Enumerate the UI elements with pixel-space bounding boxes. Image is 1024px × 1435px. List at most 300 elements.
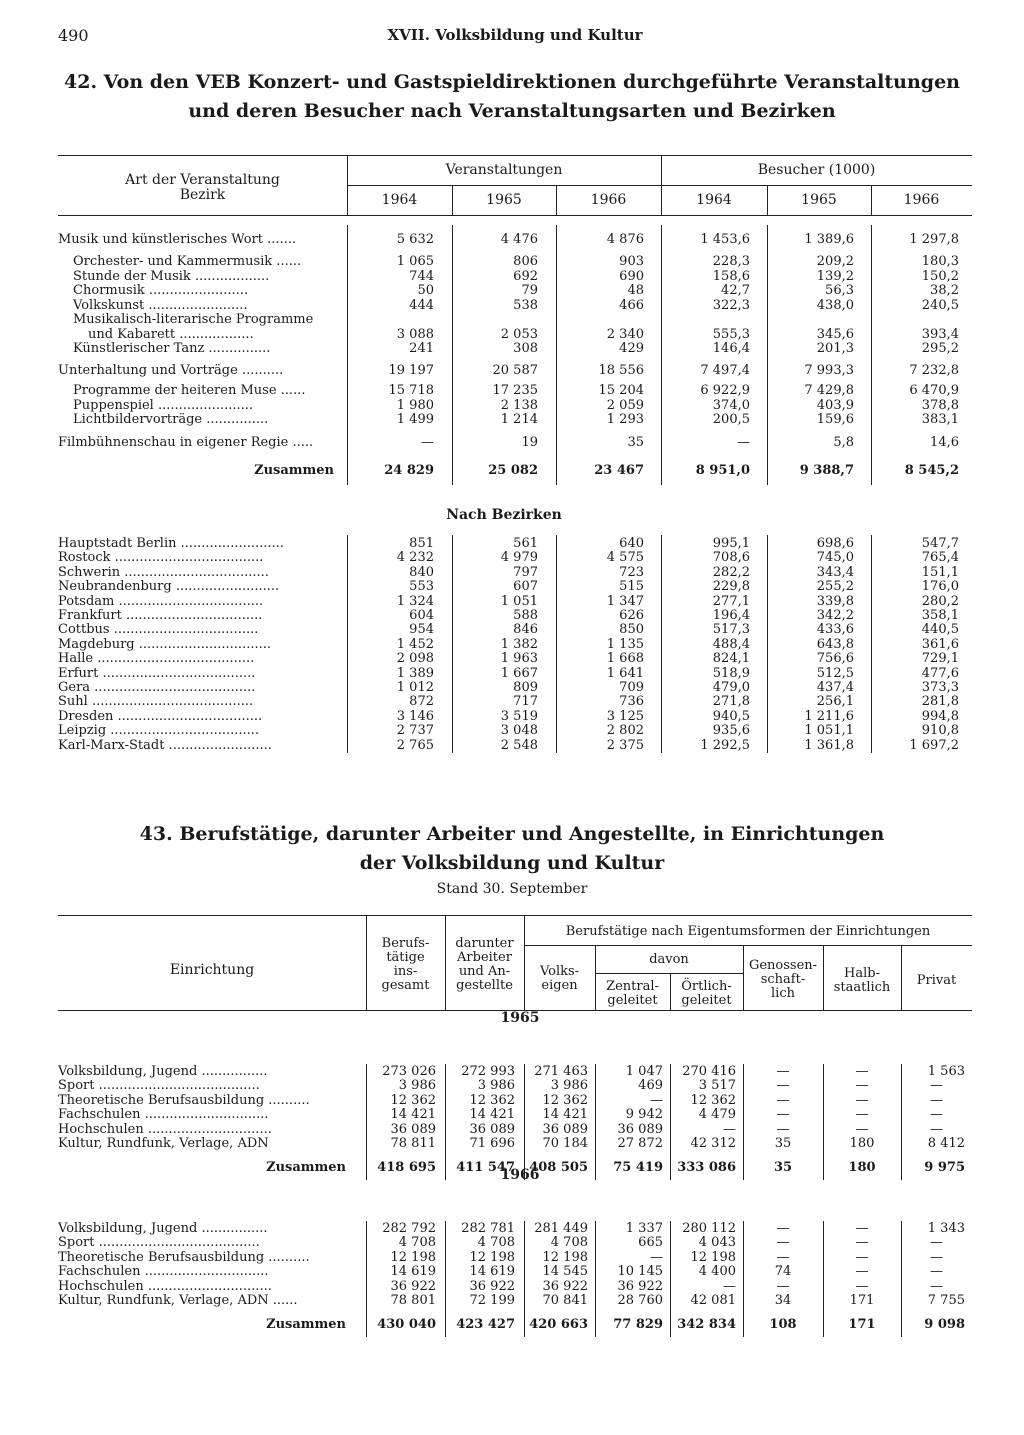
cell-value: —: [723, 1278, 736, 1294]
cell-value: 12 198: [469, 1249, 515, 1265]
row-label: Gera .......................................: [58, 681, 256, 695]
cell-value: 4 400: [698, 1264, 736, 1280]
cell-value: 180,3: [921, 254, 959, 269]
cell-value: 345,6: [816, 326, 854, 342]
cell-value: 3 088: [396, 326, 434, 342]
row-label: Halle ......................................: [58, 652, 255, 667]
cell-value: 3 986: [550, 1078, 588, 1094]
district-row: [58, 537, 972, 552]
cell-value: 7 497,4: [700, 363, 750, 378]
district-row: [58, 681, 972, 696]
header-line: gesamt: [381, 978, 430, 993]
cell-value: —: [930, 1092, 943, 1108]
cell-value: 282 781: [461, 1221, 515, 1236]
table-row: [58, 436, 972, 451]
cell-value: 1 452: [396, 636, 434, 652]
cell-value: 196,4: [712, 608, 750, 623]
cell-value: —: [723, 1121, 736, 1137]
header-line: Halb-: [844, 966, 880, 981]
cell-value: 12 362: [542, 1092, 588, 1108]
cell-value: 736: [619, 694, 644, 710]
header-line: und An-: [458, 964, 511, 979]
cell-value: 271,8: [712, 694, 750, 710]
table-row: [58, 413, 972, 428]
cell-value: 466: [619, 297, 644, 313]
cell-value: 295,2: [921, 341, 959, 356]
row-label: Karl-Marx-Stadt .........................: [58, 738, 272, 753]
cell-value: 255,2: [816, 579, 854, 595]
district-row: [58, 638, 972, 653]
cell-value: 588: [513, 608, 538, 623]
cell-value: 2 059: [606, 397, 644, 413]
cell-value: —: [650, 1092, 663, 1108]
cell-value: 604: [409, 608, 434, 623]
row-label: Unterhaltung und Vorträge ..........: [58, 364, 284, 378]
cell-value: 418 695: [377, 1160, 436, 1176]
cell-value: 151,1: [921, 564, 959, 580]
cell-value: —: [855, 1121, 869, 1137]
cell-value: 42,7: [721, 283, 750, 298]
cell-value: —: [855, 1064, 869, 1079]
cell-value: 36 922: [390, 1278, 436, 1294]
cell-value: 4 575: [606, 550, 644, 566]
cell-value: 1 012: [396, 680, 434, 695]
cell-value: 3 146: [396, 708, 434, 724]
row-label: Zusammen: [266, 1317, 346, 1333]
cell-value: 756,6: [816, 651, 854, 667]
cell-value: 1 297,8: [909, 232, 959, 247]
cell-value: 180: [848, 1160, 876, 1176]
table43-title-line1: 43. Berufstätige, darunter Arbeiter und Angestellte, in Einrichtungen: [139, 823, 885, 845]
cell-value: 14 545: [542, 1264, 588, 1280]
cell-value: 19: [521, 435, 538, 450]
cell-value: 469: [638, 1078, 663, 1094]
row-label: Zusammen: [266, 1160, 346, 1176]
cell-value: 433,6: [816, 622, 854, 638]
cell-value: 79: [521, 283, 538, 298]
row-label: Frankfurt .................................: [58, 609, 263, 623]
header-line: lich: [771, 986, 795, 1001]
table-row: [58, 1294, 972, 1309]
cell-value: 72 199: [469, 1293, 515, 1308]
col-header-halbstaatlich: [823, 967, 901, 995]
year-header: 1966: [903, 192, 940, 208]
cell-value: 723: [619, 564, 644, 580]
cell-value: 692: [513, 268, 538, 284]
table43-subtitle: Stand 30. September: [436, 881, 588, 897]
cell-value: 797: [513, 564, 538, 580]
cell-value: 4 708: [550, 1235, 588, 1251]
cell-value: 2 802: [606, 723, 644, 739]
cell-value: 1 563: [927, 1064, 965, 1079]
district-row: [58, 595, 972, 610]
cell-value: 146,4: [712, 341, 750, 356]
cell-value: 150,2: [921, 268, 959, 284]
cell-value: 994,8: [921, 708, 959, 724]
cell-value: 36 089: [469, 1121, 515, 1137]
cell-value: —: [776, 1249, 790, 1265]
cell-value: 108: [769, 1317, 797, 1333]
cell-value: 180: [849, 1136, 875, 1151]
cell-value: 515: [619, 579, 644, 595]
cell-value: 10 145: [617, 1264, 663, 1280]
cell-value: 3 519: [500, 708, 538, 724]
cell-value: 411 547: [456, 1160, 515, 1176]
cell-value: 343,4: [816, 564, 854, 580]
header-line: darunter: [455, 936, 514, 951]
cell-value: 14 421: [390, 1107, 436, 1123]
district-row: [58, 710, 972, 725]
cell-value: 1 135: [606, 636, 644, 652]
cell-value: —: [930, 1278, 943, 1294]
cell-value: 7 755: [927, 1293, 965, 1308]
cell-value: 70 184: [542, 1136, 588, 1151]
cell-value: 7 429,8: [804, 383, 854, 398]
cell-value: —: [737, 435, 750, 450]
header-line: gestellte: [456, 978, 513, 993]
cell-value: 9 975: [924, 1160, 965, 1176]
cell-value: 954: [409, 622, 434, 638]
header-line: Volks-: [539, 964, 580, 979]
row-label: Programme der heiteren Muse ......: [73, 384, 306, 398]
cell-value: 698,6: [816, 536, 854, 551]
cell-value: —: [930, 1078, 943, 1094]
group-header-visitors: Besucher (1000): [757, 162, 876, 178]
cell-value: 358,1: [921, 608, 959, 623]
cell-value: 374,0: [712, 397, 750, 413]
cell-value: 1 293: [606, 412, 644, 427]
header-line: Berufs-: [381, 936, 430, 951]
table-row: [58, 384, 972, 399]
cell-value: —: [776, 1221, 790, 1236]
cell-value: 935,6: [712, 723, 750, 739]
table42-title-line1: 42. Von den VEB Konzert- und Gastspieldirektionen durchgeführte Veranstaltungen: [64, 71, 960, 93]
stub-header-line1: Art der Veranstaltung: [125, 172, 280, 188]
cell-value: 8 545,2: [904, 463, 959, 478]
cell-value: 4 876: [606, 232, 644, 247]
row-label: Volkskunst ........................: [73, 298, 248, 313]
district-row: [58, 566, 972, 581]
district-row: [58, 695, 972, 710]
table-row: [58, 1108, 972, 1123]
cell-value: —: [776, 1121, 790, 1137]
cell-value: —: [776, 1092, 790, 1108]
table-row: [58, 328, 972, 343]
cell-value: 1 214: [500, 412, 538, 427]
cell-value: 56,3: [825, 283, 854, 298]
cell-value: 36 922: [617, 1278, 663, 1294]
cell-value: 1 292,5: [700, 737, 750, 753]
cell-value: —: [855, 1278, 869, 1294]
cell-value: 1 668: [606, 651, 644, 667]
table-row: [58, 1280, 972, 1295]
cell-value: 547,7: [921, 536, 959, 551]
col-header-zentral: [595, 980, 670, 1008]
cell-value: 36 922: [469, 1278, 515, 1294]
cell-value: 282 792: [382, 1221, 436, 1236]
district-row: [58, 623, 972, 638]
cell-value: 1 347: [606, 593, 644, 609]
cell-value: 1 324: [396, 593, 434, 609]
stub-header: Einrichtung: [169, 962, 255, 978]
cell-value: 1 051,1: [804, 723, 854, 739]
cell-value: 281 449: [534, 1221, 588, 1236]
cell-value: 393,4: [921, 326, 959, 342]
cell-value: 5,8: [833, 435, 854, 450]
cell-value: 14,6: [930, 435, 959, 450]
cell-value: 4 476: [500, 232, 538, 247]
cell-value: 429: [619, 341, 644, 356]
row-label: Musikalisch-literarische Programme: [73, 313, 314, 327]
table-row: [58, 399, 972, 414]
header-line: Zentral-: [606, 979, 659, 994]
cell-value: 708,6: [712, 550, 750, 566]
cell-value: 809: [513, 680, 538, 695]
header-line: ins-: [393, 964, 418, 979]
row-label: Hochschulen ..............................: [58, 1122, 272, 1137]
section-label-districts: Nach Bezirken: [446, 507, 562, 523]
page-number: 490: [58, 26, 89, 45]
cell-value: 342 834: [677, 1317, 736, 1333]
cell-value: 139,2: [816, 268, 854, 284]
table42: [58, 155, 972, 755]
cell-value: —: [776, 1107, 790, 1123]
row-label: Magdeburg ................................: [58, 637, 271, 652]
cell-value: —: [776, 1278, 790, 1294]
header-line: schaft-: [760, 972, 806, 987]
row-label: Fachschulen ..............................: [58, 1265, 269, 1280]
cell-value: —: [855, 1235, 869, 1251]
cell-value: 3 517: [698, 1078, 736, 1094]
group-header-ownership: Berufstätige nach Eigentumsformen der Einrichtungen: [565, 924, 931, 939]
cell-value: 607: [513, 579, 538, 595]
cell-value: 6 470,9: [909, 383, 959, 398]
cell-value: —: [855, 1264, 869, 1280]
cell-value: 271 463: [534, 1064, 588, 1079]
cell-value: 270 416: [682, 1064, 736, 1079]
cell-value: 744: [409, 268, 434, 284]
cell-value: 272 993: [461, 1064, 515, 1079]
cell-value: 342,2: [816, 608, 854, 623]
table-row: [58, 313, 972, 328]
cell-value: 171: [848, 1317, 876, 1333]
cell-value: —: [930, 1235, 943, 1251]
cell-value: 71 696: [469, 1136, 515, 1151]
cell-value: 403,9: [816, 397, 854, 413]
cell-value: 7 232,8: [909, 363, 959, 378]
davon-label: davon: [649, 952, 689, 967]
cell-value: —: [930, 1107, 943, 1123]
cell-value: 903: [619, 254, 644, 269]
cell-value: 3 048: [500, 723, 538, 739]
cell-value: 78 801: [390, 1293, 436, 1308]
cell-value: 640: [619, 536, 644, 551]
cell-value: 14 421: [542, 1107, 588, 1123]
cell-value: 209,2: [816, 254, 854, 269]
cell-value: 25 082: [488, 463, 538, 478]
row-label: Leipzig ....................................: [58, 724, 260, 739]
cell-value: 1 337: [625, 1221, 663, 1236]
row-label: Potsdam ...................................: [58, 594, 264, 609]
col-header-genossen: [743, 959, 823, 1001]
cell-value: 378,8: [921, 397, 959, 413]
cell-value: 430 040: [377, 1317, 436, 1333]
row-label: Filmbühnenschau in eigener Regie .....: [58, 436, 314, 450]
table43-title-line2: der Volksbildung und Kultur: [359, 852, 665, 874]
cell-value: 14 619: [390, 1264, 436, 1280]
cell-value: 36 089: [390, 1121, 436, 1137]
district-row: [58, 667, 972, 682]
cell-value: 477,6: [921, 665, 959, 681]
cell-value: 75 419: [613, 1160, 663, 1176]
cell-value: 729,1: [921, 651, 959, 667]
cell-value: 256,1: [816, 694, 854, 710]
cell-value: 420 663: [529, 1317, 588, 1333]
table-row: [58, 1265, 972, 1280]
cell-value: 488,4: [712, 636, 750, 652]
cell-value: 4 479: [698, 1107, 736, 1123]
row-label: Erfurt .....................................: [58, 666, 256, 681]
cell-value: 24 829: [384, 463, 434, 478]
cell-value: 200,5: [712, 412, 750, 427]
table43: [58, 915, 972, 1355]
cell-value: 553: [409, 579, 434, 595]
table-row: [58, 284, 972, 299]
year-header: 1966: [590, 192, 627, 208]
cell-value: 171: [849, 1293, 875, 1308]
cell-value: 1 980: [396, 397, 434, 413]
cell-value: 1 499: [396, 412, 434, 427]
header-line: geleitet: [681, 993, 732, 1008]
year-header: 1964: [696, 192, 732, 208]
cell-value: —: [776, 1064, 790, 1079]
row-label: und Kabarett ..................: [88, 327, 254, 342]
cell-value: 518,9: [712, 665, 750, 681]
cell-value: 850: [619, 622, 644, 638]
cell-value: 17 235: [492, 383, 538, 398]
cell-value: 36 089: [617, 1121, 663, 1137]
row-label: Künstlerischer Tanz ...............: [73, 342, 271, 356]
cell-value: 517,3: [712, 622, 750, 638]
cell-value: —: [930, 1264, 943, 1280]
cell-value: 643,8: [816, 636, 854, 652]
cell-value: 940,5: [712, 708, 750, 724]
cell-value: 9 098: [924, 1317, 965, 1333]
cell-value: 3 986: [398, 1078, 436, 1094]
cell-value: 5 632: [396, 232, 434, 247]
row-label: Rostock ....................................: [58, 551, 264, 566]
district-row: [58, 609, 972, 624]
cell-value: 824,1: [712, 651, 750, 667]
cell-value: 1 963: [500, 651, 538, 667]
cell-value: 408 505: [529, 1160, 588, 1176]
cell-value: 1 382: [500, 636, 538, 652]
cell-value: 1 051: [500, 593, 538, 609]
cell-value: 74: [774, 1264, 792, 1280]
cell-value: 1 453,6: [700, 232, 750, 247]
cell-value: 361,6: [921, 636, 959, 652]
row-label: Theoretische Berufsausbildung ..........: [58, 1250, 310, 1265]
cell-value: 1 667: [500, 665, 538, 681]
row-label: Sport .......................................: [58, 1236, 260, 1251]
cell-value: 50: [417, 283, 434, 298]
row-label: Fachschulen ..............................: [58, 1108, 269, 1123]
district-row: [58, 652, 972, 667]
cell-value: 2 340: [606, 326, 644, 342]
cell-value: 7 993,3: [804, 363, 854, 378]
table43-davon-rule: [595, 973, 743, 974]
cell-value: 538: [513, 297, 538, 313]
cell-value: 626: [619, 608, 644, 623]
cell-value: 36 089: [542, 1121, 588, 1137]
cell-value: 444: [409, 297, 434, 313]
cell-value: 38,2: [930, 283, 959, 298]
table42-header-rule: [58, 215, 972, 216]
table-row: [58, 270, 972, 285]
total-row: [58, 1318, 972, 1333]
cell-value: 19 197: [388, 363, 434, 378]
row-label: Cottbus ...................................: [58, 623, 259, 638]
cell-value: 229,8: [712, 579, 750, 595]
cell-value: —: [855, 1221, 869, 1236]
page-header: [58, 26, 972, 48]
header-line: Örtlich-: [681, 979, 732, 994]
cell-value: 36 922: [542, 1278, 588, 1294]
cell-value: 846: [513, 622, 538, 638]
cell-value: 851: [409, 536, 434, 551]
cell-value: 1 641: [606, 665, 644, 681]
table-row: [58, 364, 972, 379]
cell-value: 665: [638, 1235, 663, 1251]
cell-value: 333 086: [677, 1160, 736, 1176]
cell-value: 2 548: [500, 737, 538, 753]
cell-value: —: [421, 435, 434, 450]
header-line: eigen: [541, 978, 578, 993]
total-row: [58, 464, 972, 479]
cell-value: 4 043: [698, 1235, 736, 1251]
cell-value: 277,1: [712, 593, 750, 609]
row-label: Kultur, Rundfunk, Verlage, ADN ......: [58, 1294, 298, 1308]
cell-value: 23 467: [594, 463, 644, 478]
cell-value: —: [855, 1249, 869, 1265]
cell-value: 159,6: [816, 412, 854, 427]
cell-value: 14 421: [469, 1107, 515, 1123]
cell-value: 3 986: [477, 1078, 515, 1094]
row-label: Volksbildung, Jugend ................: [58, 1222, 268, 1236]
cell-value: 339,8: [816, 593, 854, 609]
cell-value: 273 026: [382, 1064, 436, 1079]
cell-value: —: [930, 1249, 943, 1265]
col-header-volkseigen: [524, 965, 595, 993]
table-row: [58, 255, 972, 270]
table42-group-rule: [347, 185, 972, 186]
cell-value: 438,0: [816, 297, 854, 313]
row-label: Zusammen: [254, 464, 334, 478]
cell-value: 3 125: [606, 708, 644, 724]
cell-value: 1 211,6: [804, 708, 854, 724]
cell-value: 4 979: [500, 550, 538, 566]
col-header-workers: [445, 937, 524, 993]
row-label: Chormusik ........................: [73, 284, 249, 298]
district-row: [58, 739, 972, 754]
cell-value: 383,1: [921, 412, 959, 427]
cell-value: 1 065: [396, 254, 434, 269]
cell-value: 2 138: [500, 397, 538, 413]
cell-value: 35: [773, 1160, 793, 1176]
year-header: 1965: [486, 192, 522, 208]
cell-value: 201,3: [816, 341, 854, 356]
district-row: [58, 580, 972, 595]
